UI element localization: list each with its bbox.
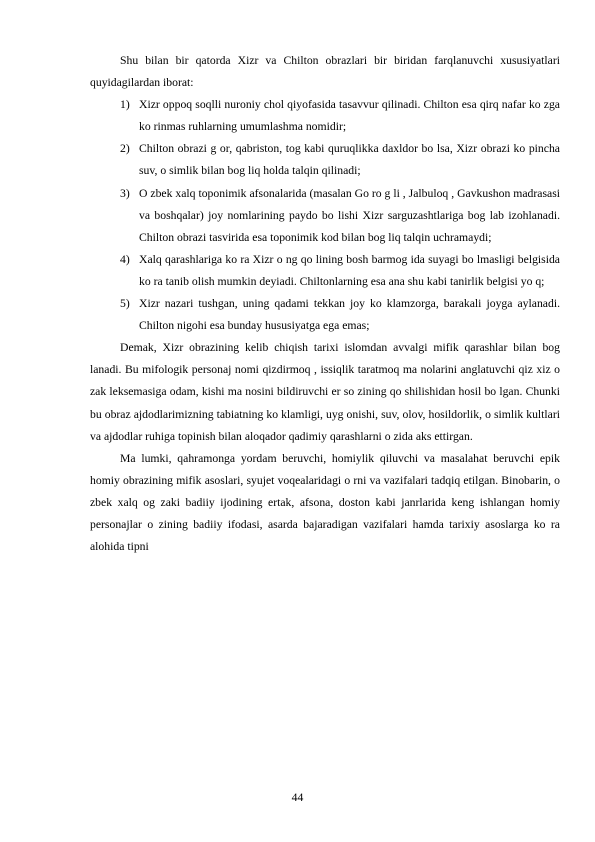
list-number: 4) [120, 252, 130, 266]
body-paragraph-1: Demak, Xizr obrazining kelib chiqish tarixi islomdan avvalgi mifik qarashlar bilan bog lanadi. Bu mifologik personaj nomi qizdirmoq , issiqlik taratmoq ma nolarini anglatuvchi qiz xiz o zak leksemasiga odam, kishi ma nosini bildiruvchi er so zining qo shilishidan hosil bo lgan. Chunki bu obraz ajdodlarimizning tabiatning ko klamligi, uyg onishi, suv, olov, hosildorlik, o simlik kultlari va ajdodlar ruhiga topinish bilan aloqador qadimiy qarashlarni o zida aks ettirgan. [90, 341, 560, 443]
list-item-text: Chilton obrazi g or, qabriston, tog kabi quruqlikka daxldor bo lsa, Xizr obrazi ko pincha suv, o simlik bilan bog liq holda talqin qilinadi; [139, 142, 560, 178]
list-item-text: Xizr nazari tushgan, uning qadami tekkan joy ko klamzorga, barakali joyga aylanadi. Chilton nigohi esa bunday hususiyatga ega emas; [139, 297, 560, 333]
list-item [90, 138, 560, 182]
list-number: 2) [120, 142, 130, 156]
list-item [90, 94, 560, 138]
list-item-text: O zbek xalq toponimik afsonalarida (masalan Go ro g li , Jalbuloq , Gavkushon madrasasi va boshqalar) joy nomlarining paydo bo lishi Xizr sarguzashtlariga bog lab izohlanadi. Chilton obrazi tasvirida esa toponimik kod bilan bog liq talqin uchramaydi; [139, 186, 560, 244]
list-item-text: Xizr oppoq soqlli nuroniy chol qiyofasida tasavvur qilinadi. Chilton esa qirq nafar ko zga ko rinmas ruhlarning umumlashma nomidir; [139, 98, 560, 134]
page-body [90, 50, 560, 558]
list-item-text: Xalq qarashlariga ko ra Xizr o ng qo lining bosh barmog ida suyagi bo lmasligi belgisida ko ra tanib olish mumkin deyiadi. Chiltonlarning esa ana shu kabi tanirlik belgisi yo q; [139, 252, 560, 288]
list-number: 3) [120, 186, 130, 200]
list-item [90, 293, 560, 337]
list-item [90, 183, 560, 249]
list-item [90, 249, 560, 293]
feature-list [90, 94, 560, 337]
intro-paragraph: Shu bilan bir qatorda Xizr va Chilton obrazlari bir biridan farqlanuvchi xususiyatlari quyidagilardan iborat: [90, 54, 560, 90]
body-paragraph-2: Ma lumki, qahramonga yordam beruvchi, homiylik qiluvchi va masalahat beruvchi epik homiy obrazining mifik asoslari, syujet voqealaridagi o rni va vazifalari tadqiq etilgan. Binobarin, o zbek xalq og zaki badiiy ijodining ertak, afsona, doston kabi janrlarida keng ishlangan homiy personajlar o zining badiiy ifodasi, asarda bajaradigan vazifalari hamda tarixiy asoslarga ko ra alohida tipni [90, 451, 560, 554]
list-number: 5) [120, 297, 130, 311]
list-number: 1) [120, 98, 130, 112]
page-number: 44 [291, 791, 304, 804]
